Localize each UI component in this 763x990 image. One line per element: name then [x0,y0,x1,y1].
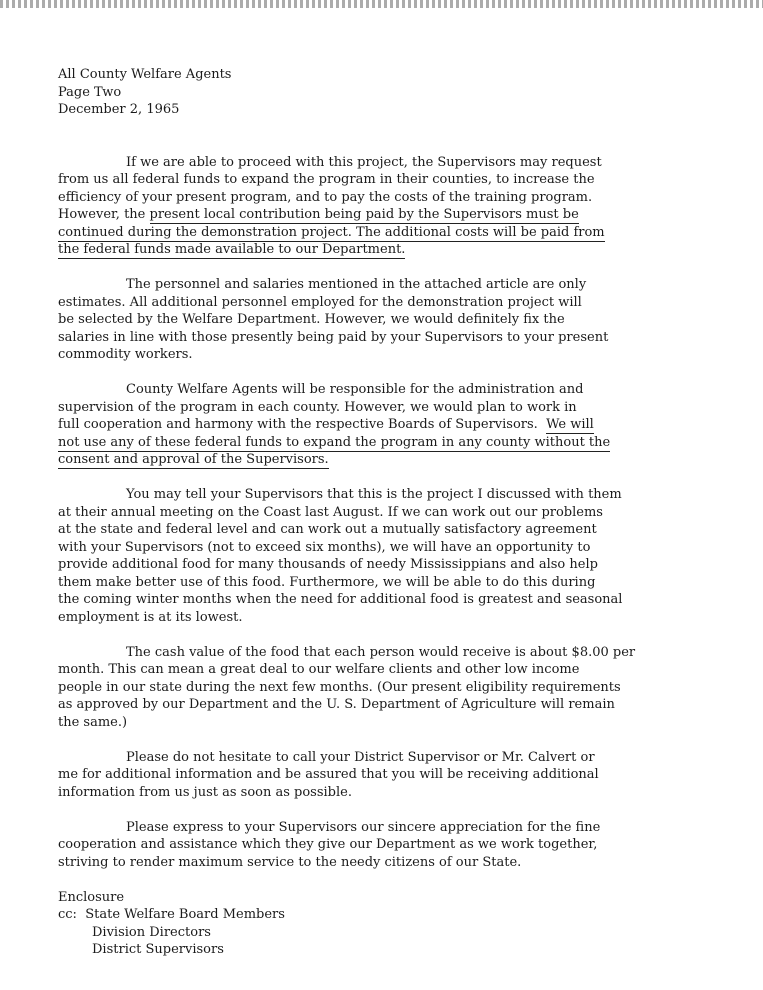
underlined-text: We will [546,417,594,432]
paragraph-line [58,241,708,259]
enclosure-note: Enclosure [58,889,125,905]
paragraph-line: Please express to your Supervisors our sincere appreciation for the fine [126,819,601,835]
cc-line [58,906,708,924]
paragraph-text: full cooperation and harmony with the respective Boards of Supervisors. [58,417,547,432]
paragraph-line: If we are able to proceed with this project, the Supervisors may request [126,154,602,170]
paragraph-line: salaries in line with those presently being paid by your Supervisors to your present [58,329,609,345]
underlined-text: continued during the demonstration project. The additional costs will be paid from [58,224,605,240]
paragraph-line: The personnel and salaries mentioned in the attached article are only [126,277,587,292]
paragraph-line: striving to render maximum service to the needy citizens of our State. [58,854,522,870]
paragraph-line: people in our state during the next few months. (Our present eligibility requirements [58,679,621,695]
paragraph-line: Please do not hesitate to call your District Supervisor or Mr. Calvert or [126,749,595,765]
paragraph-line: as approved by our Department and the U. S. Department of Agriculture will remain [58,697,615,712]
paragraph-line: supervision of the program in each county. However, we would plan to work in [58,399,577,415]
paragraph-line: You may tell your Supervisors that this is the project I discussed with them [126,487,622,502]
header-page-number: Page Two [58,84,122,100]
cc-recipient: Division Directors [92,924,211,940]
header-date: December 2, 1965 [58,102,180,117]
paragraph-line: me for additional information and be assured that you will be receiving additional [58,767,599,782]
paragraph-line: them make better use of this food. Furthermore, we will be able to do this during [58,574,596,590]
paragraph-line: at the state and federal level and can work out a mutually satisfactory agreement [58,522,597,537]
cc-label: cc: [58,907,77,922]
letter-body [58,66,708,959]
paragraph-line: the same.) [58,714,128,730]
paragraph-line: efficiency of your present program, and to pay the costs of the training program. [58,189,593,205]
paragraph-line: the coming winter months when the need for additional food is greatest and seasonal [58,592,623,607]
paragraph-line: cooperation and assistance which they give our Department as we work together, [58,837,598,852]
paragraph-line: information from us just as soon as possible. [58,784,352,800]
cc-recipient: District Supervisors [92,942,224,957]
paragraph-4 [58,486,708,626]
letter-header [58,66,708,119]
underlined-text: present local contribution being paid by the Supervisors must be [149,207,579,222]
scan-top-edge [0,0,763,8]
paragraph-5 [58,644,708,732]
paragraph-line [58,451,708,469]
paragraph-line: from us all federal funds to expand the program in their counties, to increase the [58,172,595,187]
paragraph-line: employment is at its lowest. [58,609,243,625]
paragraph-line [58,224,708,242]
underlined-text: the federal funds made available to our Department. [58,242,406,257]
paragraph-line: be selected by the Welfare Department. However, we would definitely fix the [58,312,565,327]
underlined-text: consent and approval of the Supervisors. [58,452,329,467]
underlined-text: not use any of these federal funds to expand the program in any county without the [58,434,611,450]
paragraph-6 [58,749,708,802]
paragraph-line: at their annual meeting on the Coast last August. If we can work out our problems [58,504,603,520]
paragraph-line: estimates. All additional personnel employed for the demonstration project will [58,294,582,310]
paragraph-line: commodity workers. [58,347,193,362]
paragraph-text: However, the [58,207,150,222]
paragraph-line: month. This can mean a great deal to our welfare clients and other low income [58,662,580,677]
paragraph-7 [58,819,708,872]
cc-recipient: State Welfare Board Members [85,907,285,922]
paragraph-1 [58,154,708,259]
paragraph-3 [58,381,708,469]
paragraph-2 [58,276,708,364]
letter-closing [58,889,708,959]
paragraph-line: The cash value of the food that each person would receive is about $8.00 per [126,644,636,660]
paragraph-line [58,416,708,434]
paragraph-line: provide additional food for many thousands of needy Mississippians and also help [58,557,598,572]
paragraph-line [58,434,708,452]
paragraph-line: with your Supervisors (not to exceed six months), we will have an opportunity to [58,539,591,555]
header-recipient: All County Welfare Agents [58,67,232,82]
paragraph-line: County Welfare Agents will be responsible for the administration and [126,382,584,397]
paragraph-line [58,206,708,224]
